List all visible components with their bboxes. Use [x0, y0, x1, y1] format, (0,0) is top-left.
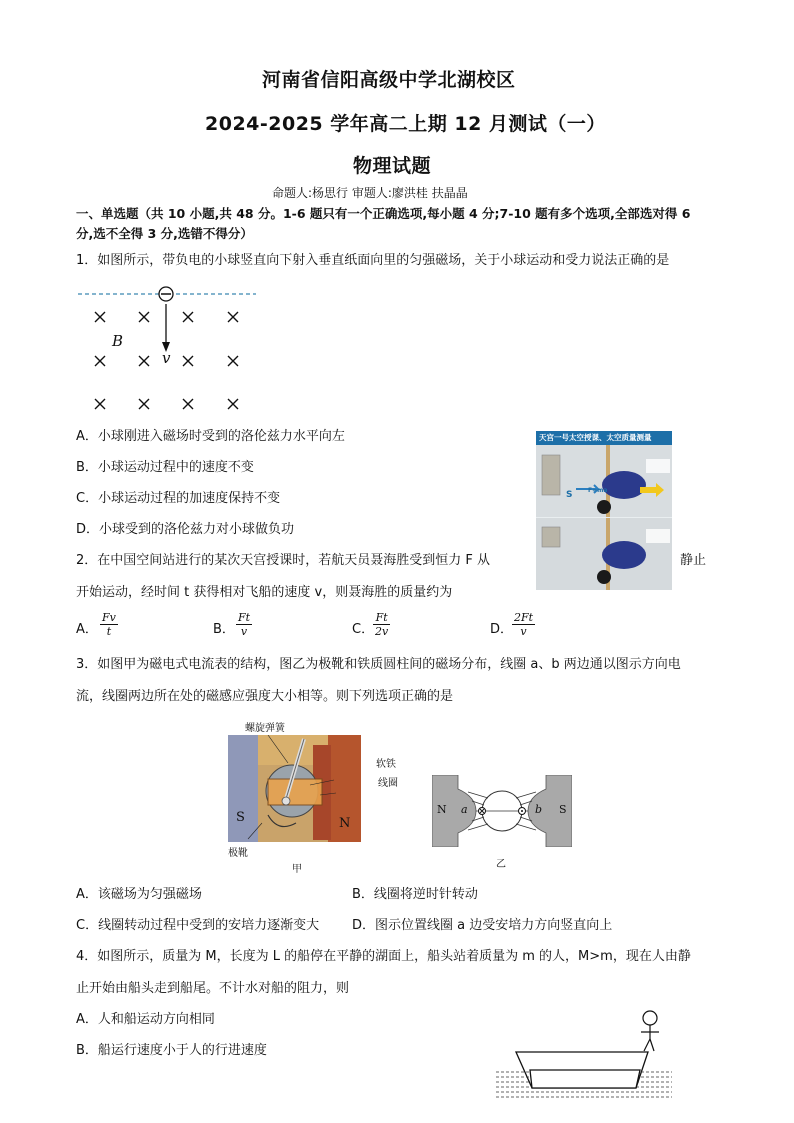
label-coil: 线圈	[378, 778, 398, 789]
q2-option-b-numerator: Ft	[238, 611, 251, 624]
label-n-pole: N	[339, 816, 351, 831]
person-stick-figure	[641, 1011, 659, 1051]
label-fig2-b: b	[535, 803, 543, 816]
photo-label-f: F=ma	[588, 487, 608, 494]
q1-label-v: v	[162, 349, 171, 367]
q2-option-c-label: C．	[352, 622, 375, 637]
q2-option-a-fraction	[100, 611, 118, 638]
q2-stem-line2: 开始运动，经时间 t 获得相对飞船的速度 v，则聂海胜的质量约为	[76, 585, 453, 600]
q2-stem-line1: 2．在中国空间站进行的某次天宫授课时，若航天员聂海胜受到恒力 F 从	[76, 553, 491, 568]
q1-stem: 1．如图所示，带负电的小球竖直向下射入垂直纸面向里的匀强磁场，关于小球运动和受力说法正确的是	[76, 253, 670, 268]
photo-label-s: S	[566, 490, 573, 500]
q1-label-B: B	[112, 332, 124, 350]
label-fig-yi: 乙	[496, 859, 506, 870]
label-soft-iron: 软铁	[376, 759, 396, 770]
q2-option-b-denominator: v	[240, 625, 248, 638]
q2-stem-line1-end: 静止	[680, 553, 707, 568]
q2-option-c-denominator: 2v	[375, 625, 389, 638]
q3-option-a: A．该磁场为匀强磁场	[76, 887, 202, 902]
q2-option-a-denominator: t	[106, 625, 112, 638]
q3-stem-line1: 3．如图甲为磁电式电流表的结构，图乙为极靴和铁质圆柱间的磁场分布，线圈 a、b 两边通以图示方向电	[76, 657, 681, 672]
boat-figure	[494, 1008, 674, 1104]
exam-title: 2024-2025 学年高二上期 12 月测试（一）	[205, 113, 606, 135]
q2-option-b-label: B．	[213, 622, 235, 637]
q2-option-a-numerator: Fv	[102, 611, 116, 624]
q1-option-d: D．小球受到的洛伦兹力对小球做负功	[76, 522, 295, 537]
label-spiral-spring: 螺旋弹簧	[245, 723, 285, 734]
label-fig-jia: 甲	[292, 864, 302, 875]
q3-option-b: B．线圈将逆时针转动	[352, 887, 478, 902]
radial-field-figure	[432, 775, 572, 847]
q1-option-a: A．小球刚进入磁场时受到的洛伦兹力水平向左	[76, 429, 345, 444]
label-fig2-n: N	[437, 803, 447, 816]
q4-option-a: A．人和船运动方向相同	[76, 1012, 215, 1027]
coil-frame	[268, 779, 322, 805]
q2-option-c-fraction	[373, 611, 390, 638]
q4-stem-line1: 4．如图所示，质量为 M，长度为 L 的船停在平静的湖面上，船头站着质量为 m 的人，M>m，现在人由静	[76, 949, 691, 964]
section-heading-line2: 分,选不全得 3 分,选错不得分）	[76, 226, 253, 241]
q3-option-d: D．图示位置线圈 a 边受安培力方向竖直向上	[352, 918, 613, 933]
section-heading-line1: 一、单选题（共 10 小题,共 48 分。1-6 题只有一个正确选项,每小题 4 分;7-10 题有多个选项,全部选对得 6	[76, 206, 691, 221]
authors-line: 命题人:杨思行 审题人:廖洪桂 扶晶晶	[272, 186, 468, 200]
q2-option-d-denominator: v	[520, 625, 527, 638]
photo-banner: 天宫一号太空授课、太空质量测量	[536, 431, 672, 445]
label-pole-shoe: 极靴	[228, 848, 248, 859]
q3-stem-line2: 流，线圈两边所在处的磁感应强度大小相等。则下列选项正确的是	[76, 689, 454, 704]
label-s-pole: S	[236, 810, 245, 825]
q4-option-b: B．船运行速度小于人的行进速度	[76, 1043, 267, 1058]
q2-option-d-label: D．	[490, 622, 514, 637]
q2-option-a-label: A．	[76, 622, 98, 637]
label-fig2-s: S	[559, 803, 567, 816]
subject-title: 物理试题	[353, 155, 432, 177]
q1-option-c: C．小球运动过程的加速度保持不变	[76, 491, 281, 506]
q4-stem-line2: 止开始由船头走到船尾。不计水对船的阻力，则	[76, 981, 350, 996]
q2-option-d-fraction	[512, 611, 535, 638]
q1-magnetic-field-figure	[76, 282, 266, 417]
label-fig2-a: a	[461, 803, 468, 816]
q2-option-d-numerator: 2Ft	[514, 611, 534, 624]
school-title: 河南省信阳高级中学北湖校区	[262, 69, 516, 91]
q2-option-b-fraction	[236, 611, 252, 638]
q2-option-c-numerator: Ft	[373, 611, 390, 625]
q1-option-b: B．小球运动过程中的速度不变	[76, 460, 254, 475]
space-class-photo	[536, 431, 672, 590]
q3-option-c: C．线圈转动过程中受到的安培力逐渐变大	[76, 918, 320, 933]
magnet-s-pole	[228, 735, 258, 842]
